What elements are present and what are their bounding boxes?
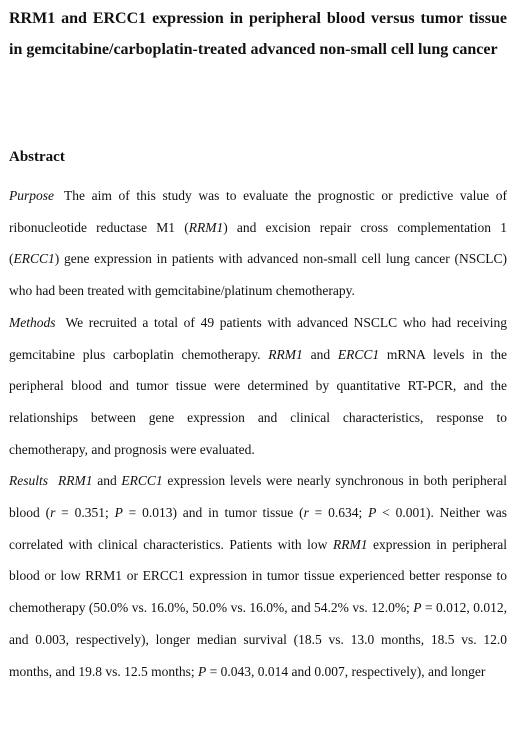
abstract-heading: Abstract xyxy=(9,149,65,165)
results-text: and xyxy=(92,473,122,489)
results-paragraph xyxy=(9,465,507,687)
gene-name: ERCC1 xyxy=(121,473,163,489)
purpose-paragraph xyxy=(9,180,507,307)
purpose-text: The aim of this study was to evaluate the prognostic or predictive value of ribonucleotide reductase M1 ( xyxy=(9,188,507,235)
results-label: Results xyxy=(9,473,48,489)
stat-symbol: P xyxy=(114,505,123,521)
gene-name: RRM1 xyxy=(332,536,368,552)
stat-symbol: P xyxy=(413,600,422,616)
methods-text: and xyxy=(302,346,338,362)
purpose-text: ) and excision repair cross complementation 1 ( xyxy=(9,219,507,267)
results-text: = 0.351; xyxy=(55,505,115,521)
methods-text: We recruited a total of 49 patients with advanced NSCLC who had receiving gemcitabine plus carboplatin chemotherapy. xyxy=(9,314,507,362)
stat-symbol: P xyxy=(198,663,207,679)
results-text: expression in peripheral blood or low RRM1 or ERCC1 expression in tumor tissue experienced better response to chemotherapy (50.0% vs. 16.0%, 50.0% vs. 16.0%, and 54.2% vs. 12.0%; xyxy=(9,536,507,616)
results-text: < 0.001). Neither was correlated with clinical characteristics. Patients with low xyxy=(9,505,507,552)
paper-title: RRM1 and ERCC1 expression in peripheral blood versus tumor tissue in gemcitabine/carboplatin-treated advanced non-small cell lung cancer xyxy=(9,10,507,58)
gene-name: RRM1 xyxy=(58,473,93,489)
gene-name: ERCC1 xyxy=(337,346,380,362)
results-text: = 0.043, 0.014 and 0.007, respectively), and longer xyxy=(206,663,486,679)
methods-text: mRNA levels in the peripheral blood and tumor tissue were determined by quantitative RT-PCR, and the relationships between gene expression and clinical characteristics, response to chemotherapy, and prognosis were evaluated. xyxy=(9,346,507,457)
results-text: = 0.634; xyxy=(308,505,369,521)
methods-paragraph xyxy=(9,307,507,466)
abstract-body xyxy=(9,180,507,687)
purpose-label: Purpose xyxy=(9,188,54,203)
methods-label: Methods xyxy=(9,314,56,330)
results-text: expression levels were nearly synchronous in both peripheral blood ( xyxy=(9,473,508,521)
purpose-text: ) gene expression in patients with advanced non-small cell lung cancer (NSCLC) who had been treated with gemcitabine/platinum chemotherapy. xyxy=(9,251,507,299)
stat-symbol: r xyxy=(303,505,309,521)
stat-symbol: P xyxy=(368,505,377,521)
results-text: = 0.013) and in tumor tissue ( xyxy=(122,505,304,521)
results-text: = 0.012, 0.012, and 0.003, respectively), longer median survival (18.5 vs. 13.0 months, 18.5 vs. 12.0 months, and 19.8 vs. 12.5 months; xyxy=(9,600,507,679)
gene-name: RRM1 xyxy=(188,219,224,235)
gene-name: ERCC1 xyxy=(13,251,55,267)
stat-symbol: r xyxy=(50,505,56,521)
gene-name: RRM1 xyxy=(268,346,303,362)
